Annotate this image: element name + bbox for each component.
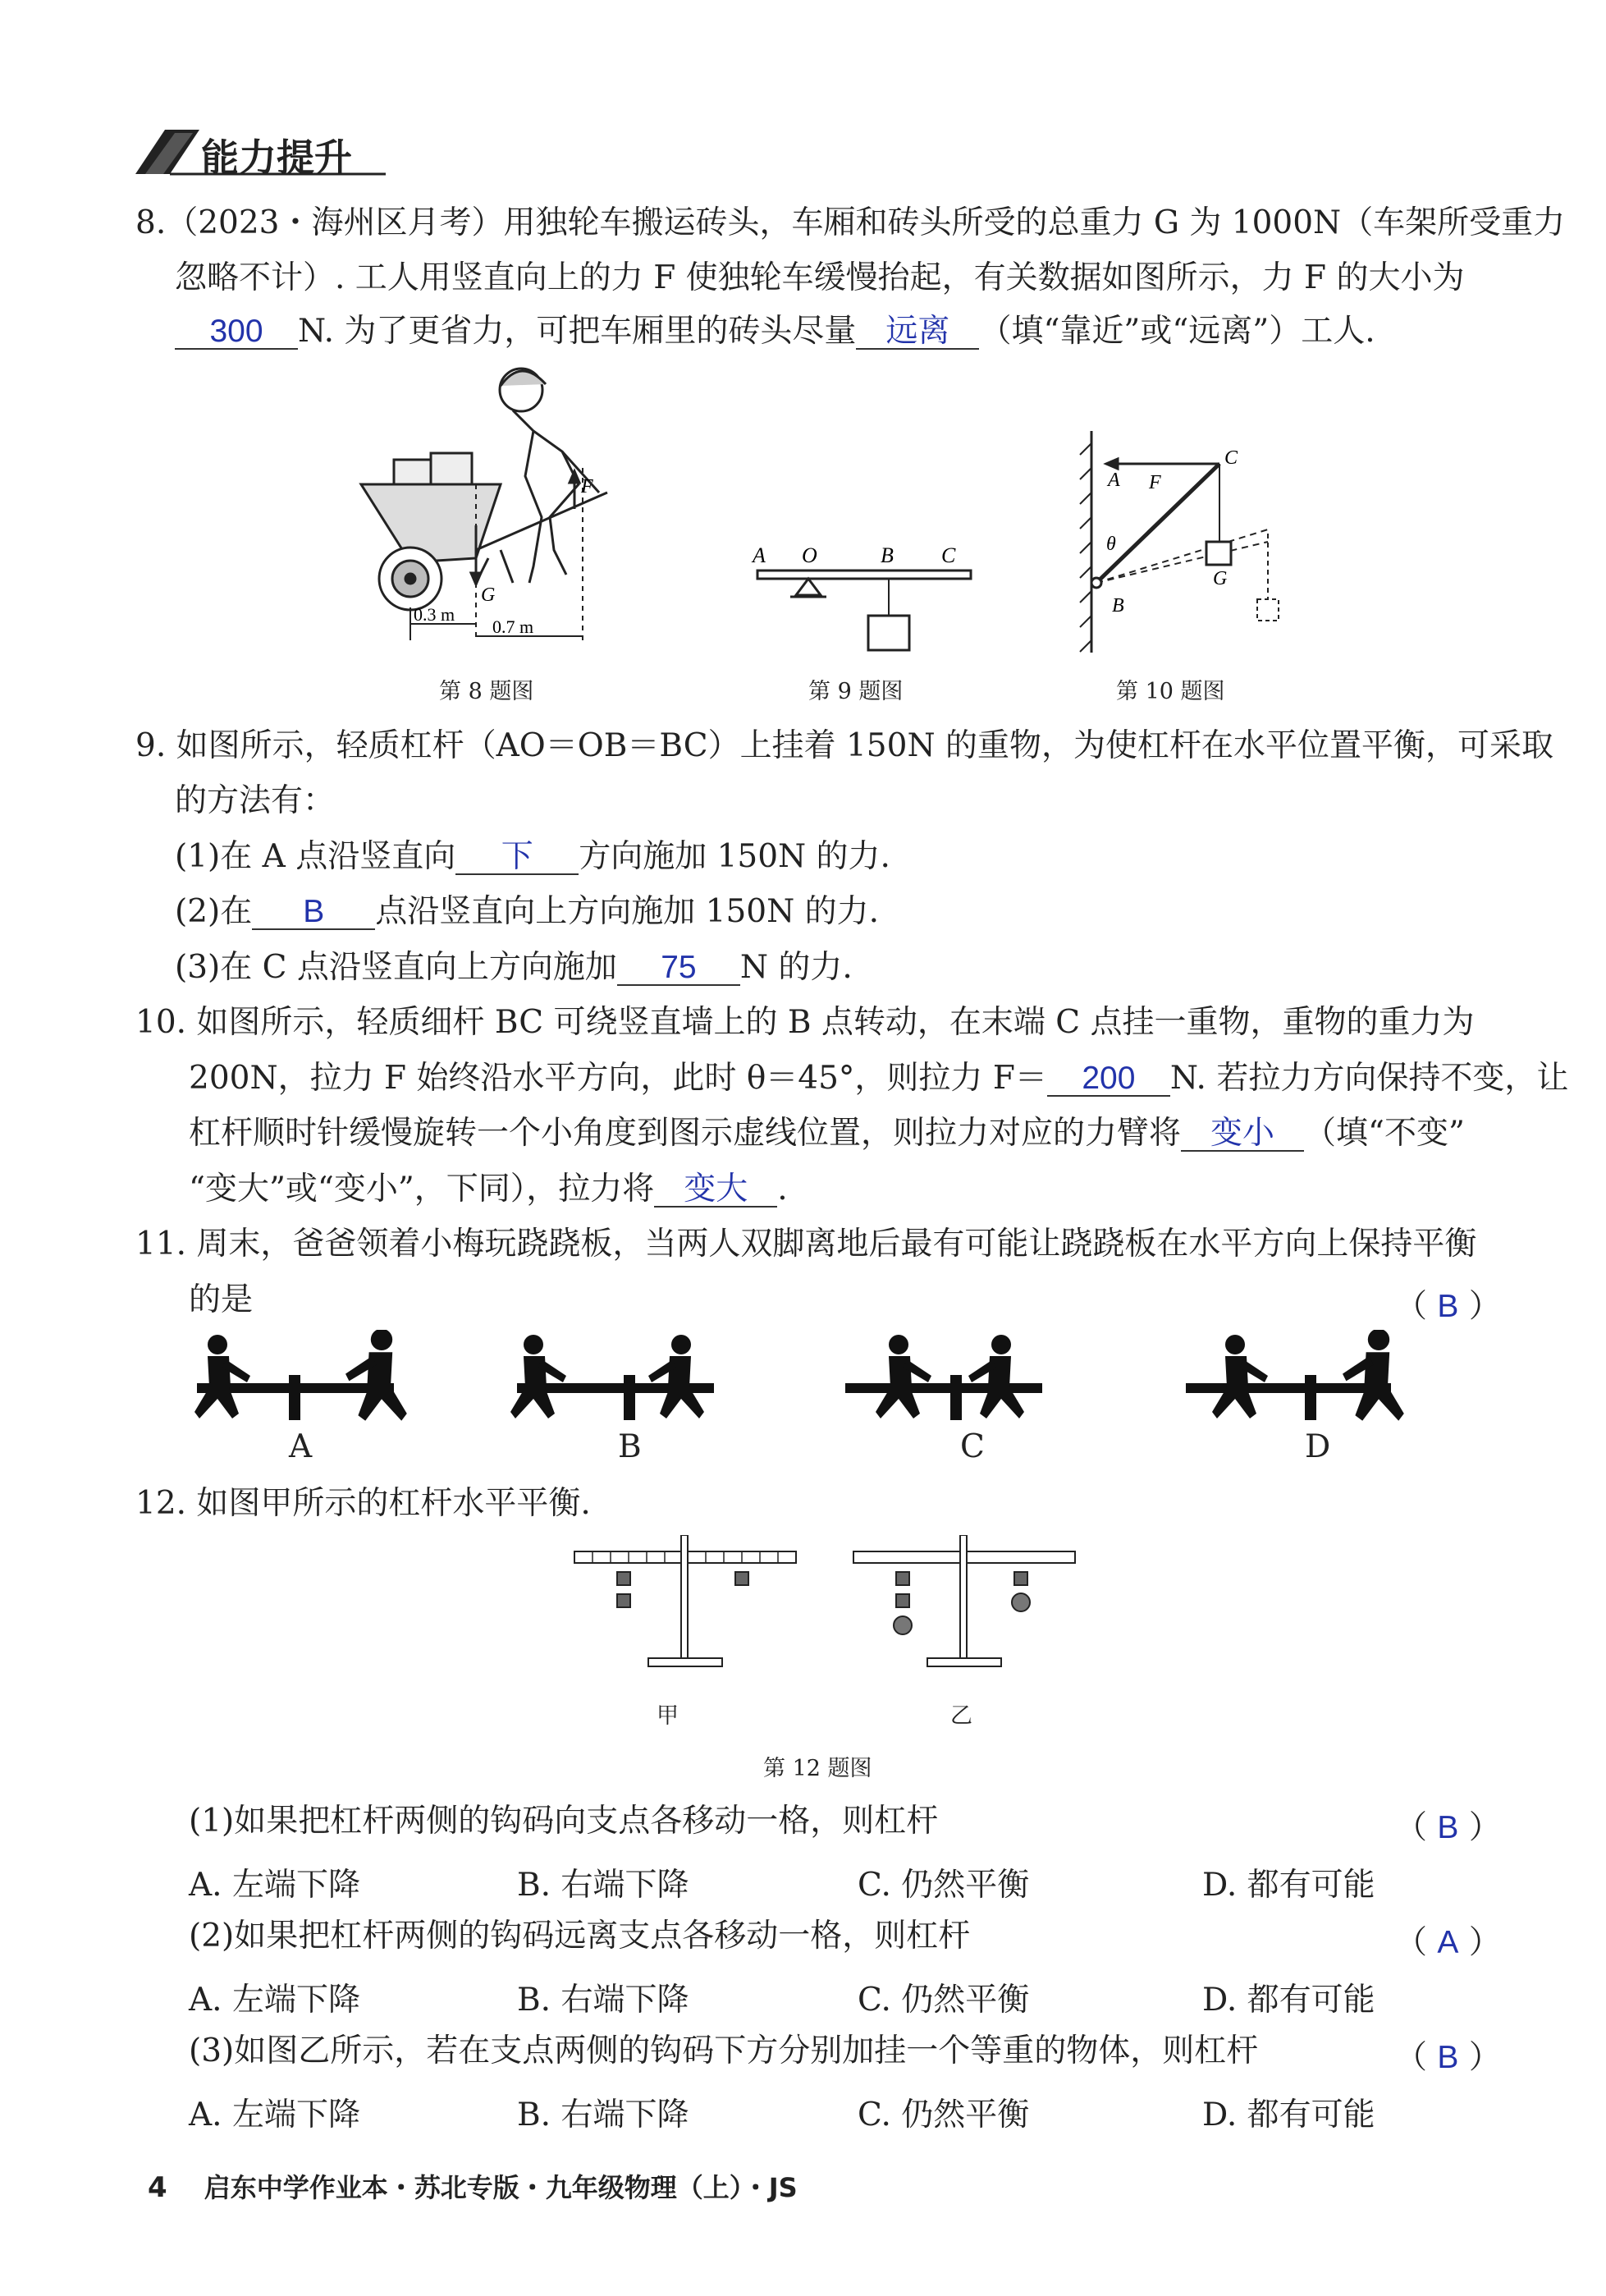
fig10-label-C: C <box>1224 447 1238 469</box>
lever-yi-label: 乙 <box>950 1703 972 1729</box>
figure-12-levers <box>550 1535 1083 1699</box>
q10-line2-text-a: 200N，拉力 F 始终沿水平方向，此时 θ＝45°，则拉力 F＝ <box>189 1060 1047 1097</box>
fig9-label-B: B <box>881 543 894 567</box>
q12-sub3-text: (3)如图乙所示，若在支点两侧的钩码下方分别加挂一个等重的物体，则杠杆 <box>189 2032 1259 2069</box>
q10-line3-text-a: 杠杆顺时针缓慢旋转一个小角度到图示虚线位置，则拉力对应的力臂将 <box>189 1115 1182 1152</box>
fig8-dim-1: 0.3 m <box>414 604 455 625</box>
q12-sub3-paren: （ B ） <box>1395 2039 1501 2076</box>
q10-line3 <box>189 1114 1465 1153</box>
q11-line2: 的是 <box>189 1281 254 1318</box>
seesaw-label-B: B <box>618 1428 642 1465</box>
seesaw-option-B <box>510 1335 714 1420</box>
q11-line1: 11. 周末，爸爸领着小梅玩跷跷板，当两人双脚离地后最有可能让跷跷板在水平方向上保持平衡 <box>135 1226 1477 1263</box>
q9-part3-text-b: N 的力. <box>739 949 853 986</box>
q12-sub2-option-B: B. 右端下降 <box>517 1982 689 2019</box>
figure-10-rod-wall <box>1067 427 1297 657</box>
seesaw-option-C <box>845 1335 1042 1420</box>
figure-10-caption: 第 10 题图 <box>1116 679 1225 704</box>
q9-part1 <box>175 837 890 877</box>
q9-part2 <box>175 892 879 932</box>
seesaw-option-A <box>194 1330 407 1421</box>
figure-8-caption: 第 8 题图 <box>439 679 534 704</box>
q12-sub2-option-C: C. 仍然平衡 <box>858 1982 1030 2019</box>
q9-part3-text-a: (3)在 C 点沿竖直向上方向施加 <box>175 949 617 986</box>
q10-answer-2: 变小 <box>1181 1117 1304 1152</box>
q12-sub2-option-A: A. 左端下降 <box>189 1982 360 2019</box>
q10-line2-text-b: N. 若拉力方向保持不变，让 <box>1169 1060 1569 1097</box>
q12-sub1-option-C: C. 仍然平衡 <box>858 1867 1030 1904</box>
fig10-label-theta: θ <box>1106 534 1116 555</box>
q8-answer-1: 300 <box>175 315 298 350</box>
fig8-label-G: G <box>481 584 496 606</box>
q9-line2: 的方法有： <box>175 782 336 819</box>
fig10-label-G: G <box>1213 568 1228 589</box>
q8-line2: 忽略不计）. 工人用竖直向上的力 F 使独轮车缓慢抬起，有关数据如图所示，力 F 的大小为 <box>175 259 1465 296</box>
q9-part3 <box>175 948 853 988</box>
figure-12-caption: 第 12 题图 <box>763 1756 872 1781</box>
fig8-dim-2: 0.7 m <box>492 616 534 637</box>
q12-stem: 12. 如图甲所示的杠杆水平平衡. <box>135 1485 591 1522</box>
q12-sub2-option-D: D. 都有可能 <box>1202 1982 1375 2019</box>
section-header <box>135 123 390 181</box>
q12-sub2-text: (2)如果把杠杆两侧的钩码远离支点各移动一格，则杠杆 <box>189 1918 971 1955</box>
fig9-label-O: O <box>802 543 817 567</box>
seesaw-label-A: A <box>289 1428 313 1465</box>
fig10-label-A: A <box>1108 470 1120 491</box>
fig9-label-C: C <box>941 543 956 567</box>
q9-part1-text-b: 方向施加 150N 的力. <box>579 838 890 875</box>
q12-sub3-answer: B <box>1437 2040 1459 2075</box>
q9-answer-3: 75 <box>617 951 740 986</box>
q10-line2 <box>189 1059 1568 1098</box>
page-footer <box>148 2167 798 2205</box>
seesaw-option-D <box>1186 1330 1404 1421</box>
q8-line1: 8.（2023・海州区月考）用独轮车搬运砖头，车厢和砖头所受的总重力 G 为 1000N（车架所受重力 <box>135 204 1566 241</box>
q12-sub1-option-B: B. 右端下降 <box>517 1867 689 1904</box>
q12-sub3-option-C: C. 仍然平衡 <box>858 2097 1030 2133</box>
q12-sub1-text: (1)如果把杠杆两侧的钩码向支点各移动一格，则杠杆 <box>189 1803 939 1840</box>
q12-sub1-option-D: D. 都有可能 <box>1202 1867 1375 1904</box>
q12-sub2-answer: A <box>1437 1925 1459 1960</box>
seesaw-label-D: D <box>1305 1428 1331 1465</box>
q10-line4-text-b: . <box>777 1171 788 1208</box>
q12-sub1-option-A: A. 左端下降 <box>189 1867 360 1904</box>
page-number: 4 <box>148 2171 167 2204</box>
q10-answer-1: 200 <box>1047 1062 1170 1097</box>
figure-9-lever <box>743 538 981 661</box>
figure-9-caption: 第 9 题图 <box>808 679 904 704</box>
fig10-label-B: B <box>1112 595 1124 616</box>
q8-mid-text: N. 为了更省力，可把车厢里的砖头尽量 <box>298 313 857 350</box>
q8-answer-2: 远离 <box>856 315 979 350</box>
footer-title: 启东中学作业本・苏北专版・九年级物理（上）・JS <box>204 2172 798 2203</box>
q9-answer-2: B <box>252 896 375 930</box>
q12-sub3-option-A: A. 左端下降 <box>189 2097 360 2133</box>
q10-line4 <box>189 1170 788 1209</box>
lever-jia <box>574 1535 796 1666</box>
lever-jia-label: 甲 <box>657 1703 679 1729</box>
q12-sub1-answer: B <box>1437 1810 1459 1845</box>
seesaw-label-C: C <box>960 1428 985 1465</box>
q10-line4-text-a: “变大”或“变小”，下同），拉力将 <box>189 1171 655 1208</box>
q11-answer-paren: （ B ） <box>1395 1288 1501 1325</box>
q10-answer-3: 变大 <box>654 1173 777 1208</box>
fig9-label-A: A <box>753 543 766 567</box>
q12-sub3-option-D: D. 都有可能 <box>1202 2097 1375 2133</box>
q10-line1: 10. 如图所示，轻质细杆 BC 可绕竖直墙上的 B 点转动，在末端 C 点挂一重物，重物的重力为 <box>135 1004 1475 1041</box>
figure-8-wheelbarrow <box>345 361 689 657</box>
q9-answer-1: 下 <box>455 841 579 875</box>
q9-part2-text-b: 点沿竖直向上方向施加 150N 的力. <box>375 893 880 930</box>
q9-part1-text-a: (1)在 A 点沿竖直向 <box>175 838 456 875</box>
q9-line1: 9. 如图所示，轻质杠杆（AO＝OB＝BC）上挂着 150N 的重物，为使杠杆在水平位置平衡，可采取 <box>135 727 1553 764</box>
q10-line3-text-b: （填“不变” <box>1304 1115 1465 1152</box>
section-title: 能力提升 <box>201 135 352 180</box>
lever-yi <box>853 1535 1075 1666</box>
q12-sub1-paren: （ B ） <box>1395 1809 1501 1846</box>
seesaw-figures <box>181 1330 1453 1461</box>
q8-line3 <box>175 312 1375 351</box>
q11-answer: B <box>1437 1289 1459 1324</box>
fig8-label-F: F <box>581 476 593 497</box>
q12-sub2-paren: （ A ） <box>1395 1924 1501 1961</box>
q9-part2-text-a: (2)在 <box>175 893 253 930</box>
fig10-label-F: F <box>1149 472 1161 493</box>
q8-end-text: （填“靠近”或“远离”）工人. <box>979 313 1375 350</box>
q12-sub3-option-B: B. 右端下降 <box>517 2097 689 2133</box>
